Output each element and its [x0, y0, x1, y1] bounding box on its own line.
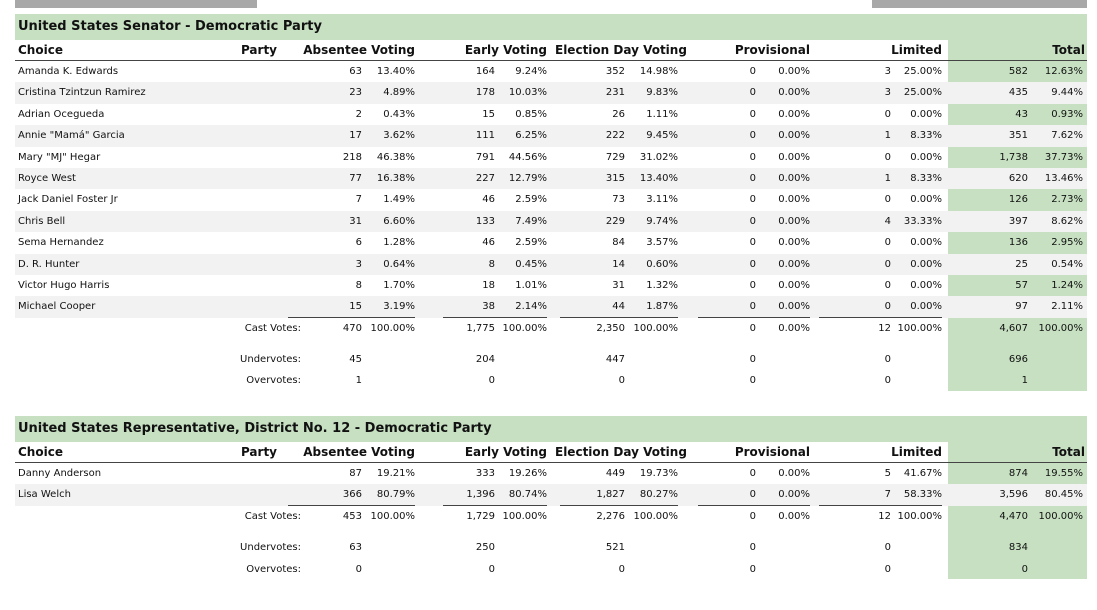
summary-value: 2,350: [596, 322, 625, 334]
candidate-name: Cristina Tzintzun Ramirez: [18, 87, 146, 99]
value-cell: 84: [612, 237, 625, 249]
summary-value: 100.00%: [370, 510, 415, 522]
value-cell: 0.00%: [778, 237, 810, 249]
value-cell: 7: [355, 194, 362, 206]
value-cell: 41.67%: [903, 468, 942, 479]
value-cell: 3.11%: [646, 194, 678, 206]
value-cell: 1: [884, 172, 891, 184]
summary-value: 0: [884, 542, 891, 554]
value-cell: 2: [355, 108, 362, 120]
value-cell: 6.60%: [383, 215, 415, 227]
table-row: [15, 189, 1087, 210]
value-cell: 58.33%: [903, 489, 942, 501]
summary-value: 0.00%: [778, 510, 810, 522]
summary-label: Undervotes:: [240, 354, 301, 366]
value-cell: 1.24%: [1051, 279, 1083, 291]
value-cell: 582: [1008, 66, 1028, 77]
value-cell: 38: [482, 301, 495, 313]
race-title: United States Representative, District No. 12 - Democratic Party: [15, 416, 1087, 442]
summary-label: Undervotes:: [240, 542, 301, 554]
value-cell: 87: [349, 468, 362, 479]
col-header-absentee: Absentee Voting: [303, 43, 415, 57]
value-cell: 0: [749, 87, 756, 99]
summary-value: 63: [349, 542, 362, 554]
candidate-name: Victor Hugo Harris: [18, 279, 110, 291]
value-cell: 0.60%: [646, 258, 678, 270]
value-cell: 9.83%: [646, 87, 678, 99]
summary-value: 0: [749, 542, 756, 554]
summary-value: 0: [618, 563, 625, 575]
summary-value: 0: [749, 354, 756, 366]
value-cell: 0.00%: [910, 108, 942, 120]
value-cell: 231: [605, 87, 625, 99]
column-header-row: [15, 40, 1087, 61]
value-cell: 0.00%: [910, 194, 942, 206]
value-cell: 0: [749, 489, 756, 501]
value-cell: 33.33%: [903, 215, 942, 227]
summary-value: 0: [355, 563, 362, 575]
value-cell: 44.56%: [508, 151, 547, 163]
col-header-limited: Limited: [891, 43, 942, 57]
value-cell: 1.11%: [646, 108, 678, 120]
value-cell: 1.01%: [515, 279, 547, 291]
summary-value: 100.00%: [897, 322, 942, 334]
value-cell: 7.62%: [1051, 130, 1083, 142]
summary-row-under: [15, 349, 1087, 370]
value-cell: 46.38%: [376, 151, 415, 163]
value-cell: 0.00%: [778, 108, 810, 120]
value-cell: 874: [1008, 468, 1028, 479]
col-header-provisional: Provisional: [734, 445, 810, 459]
value-cell: 0: [749, 130, 756, 142]
value-cell: 0.00%: [910, 301, 942, 313]
value-cell: 0.00%: [778, 301, 810, 313]
summary-row-over: [15, 559, 1087, 580]
candidate-name: Adrian Ocegueda: [18, 108, 105, 120]
candidate-name: Royce West: [18, 172, 76, 184]
top-scroll-bar-right: [872, 0, 1087, 8]
summary-value: 0: [749, 563, 756, 575]
value-cell: 3: [884, 87, 891, 99]
value-cell: 0.93%: [1051, 108, 1083, 120]
value-cell: 620: [1008, 172, 1028, 184]
value-cell: 3.19%: [383, 301, 415, 313]
summary-value: 447: [605, 354, 625, 366]
value-cell: 7.49%: [515, 215, 547, 227]
summary-value: 12: [878, 510, 891, 522]
value-cell: 9.74%: [646, 215, 678, 227]
value-cell: 80.74%: [508, 489, 547, 501]
value-cell: 15: [482, 108, 495, 120]
value-cell: 8: [355, 279, 362, 291]
value-cell: 19.73%: [639, 468, 678, 479]
value-cell: 6.25%: [515, 130, 547, 142]
value-cell: 0.00%: [778, 66, 810, 77]
col-header-total: Total: [1052, 43, 1085, 57]
value-cell: 0: [749, 237, 756, 249]
value-cell: 229: [605, 215, 625, 227]
value-cell: 0.00%: [778, 215, 810, 227]
candidate-name: Amanda K. Edwards: [18, 66, 119, 77]
table-row: [15, 125, 1087, 146]
table-row: [15, 232, 1087, 253]
value-cell: 9.44%: [1051, 87, 1083, 99]
value-cell: 1,738: [999, 151, 1028, 163]
col-header-provisional: Provisional: [734, 43, 810, 57]
value-cell: 18: [482, 279, 495, 291]
value-cell: 31: [612, 279, 625, 291]
value-cell: 222: [605, 130, 625, 142]
value-cell: 0: [884, 151, 891, 163]
summary-row-under: [15, 537, 1087, 558]
value-cell: 0: [749, 151, 756, 163]
col-header-early: Early Voting: [464, 445, 547, 459]
table-row: [15, 61, 1087, 82]
value-cell: 164: [475, 66, 495, 77]
summary-value: 1: [355, 375, 362, 387]
value-cell: 19.26%: [508, 468, 547, 479]
summary-value: 204: [475, 354, 495, 366]
summary-value: 100.00%: [1038, 322, 1083, 334]
value-cell: 26: [612, 108, 625, 120]
summary-value: 1,729: [466, 510, 495, 522]
value-cell: 25.00%: [903, 87, 942, 99]
value-cell: 7: [884, 489, 891, 501]
value-cell: 13.46%: [1044, 172, 1083, 184]
value-cell: 0.54%: [1051, 258, 1083, 270]
summary-value: 0: [488, 375, 495, 387]
value-cell: 2.14%: [515, 301, 547, 313]
summary-value: 4,470: [999, 510, 1028, 522]
value-cell: 351: [1008, 130, 1028, 142]
value-cell: 0: [749, 301, 756, 313]
summary-value: 696: [1008, 354, 1028, 366]
col-header-early: Early Voting: [464, 43, 547, 57]
value-cell: 0.00%: [778, 87, 810, 99]
value-cell: 0: [749, 258, 756, 270]
value-cell: 0: [749, 215, 756, 227]
value-cell: 0.85%: [515, 108, 547, 120]
value-cell: 23: [349, 87, 362, 99]
value-cell: 2.59%: [515, 237, 547, 249]
col-header-choice: Choice: [18, 43, 63, 57]
value-cell: 0: [884, 108, 891, 120]
candidate-name: Lisa Welch: [18, 489, 71, 501]
race-body: [15, 442, 1087, 580]
summary-value: 100.00%: [897, 510, 942, 522]
value-cell: 16.38%: [376, 172, 415, 184]
value-cell: 8.62%: [1051, 215, 1083, 227]
summary-value: 100.00%: [502, 510, 547, 522]
value-cell: 43: [1015, 108, 1028, 120]
candidate-name: D. R. Hunter: [18, 258, 80, 270]
value-cell: 19.21%: [376, 468, 415, 479]
summary-value: 1,775: [466, 322, 495, 334]
table-row: [15, 275, 1087, 296]
table-row: [15, 254, 1087, 275]
value-cell: 1.32%: [646, 279, 678, 291]
summary-row-cast: [15, 506, 1087, 527]
col-header-election_day: Election Day Voting: [555, 445, 687, 459]
summary-value: 0: [488, 563, 495, 575]
value-cell: 1,827: [596, 489, 625, 501]
value-cell: 0: [749, 194, 756, 206]
value-cell: 0: [749, 108, 756, 120]
table-row: [15, 463, 1087, 484]
summary-label: Cast Votes:: [244, 322, 301, 334]
value-cell: 227: [475, 172, 495, 184]
value-cell: 19.55%: [1044, 468, 1083, 479]
top-scroll-bar-left: [15, 0, 257, 8]
summary-value: 4,607: [999, 322, 1028, 334]
value-cell: 0.00%: [778, 151, 810, 163]
value-cell: 46: [482, 194, 495, 206]
value-cell: 0: [884, 194, 891, 206]
value-cell: 397: [1008, 215, 1028, 227]
value-cell: 12.79%: [508, 172, 547, 184]
value-cell: 218: [342, 151, 362, 163]
summary-row-cast: [15, 318, 1087, 339]
summary-value: 100.00%: [633, 322, 678, 334]
value-cell: 2.73%: [1051, 194, 1083, 206]
value-cell: 17: [349, 130, 362, 142]
value-cell: 3: [884, 66, 891, 77]
value-cell: 0: [749, 66, 756, 77]
col-header-total: Total: [1052, 445, 1085, 459]
candidate-name: Jack Daniel Foster Jr: [18, 194, 118, 206]
candidate-name: Michael Cooper: [18, 301, 96, 313]
value-cell: 2.11%: [1051, 301, 1083, 313]
value-cell: 63: [349, 66, 362, 77]
value-cell: 46: [482, 237, 495, 249]
summary-value: 0.00%: [778, 322, 810, 334]
value-cell: 0: [749, 279, 756, 291]
summary-row-over: [15, 370, 1087, 391]
value-cell: 352: [605, 66, 625, 77]
value-cell: 333: [475, 468, 495, 479]
summary-value: 0: [749, 322, 756, 334]
value-cell: 8.33%: [910, 130, 942, 142]
value-cell: 37.73%: [1044, 151, 1083, 163]
value-cell: 1.28%: [383, 237, 415, 249]
summary-value: 0: [618, 375, 625, 387]
value-cell: 449: [605, 468, 625, 479]
candidate-name: Danny Anderson: [18, 468, 102, 479]
value-cell: 0.00%: [778, 279, 810, 291]
value-cell: 366: [342, 489, 362, 501]
value-cell: 2.95%: [1051, 237, 1083, 249]
candidate-name: Sema Hernandez: [18, 237, 104, 249]
value-cell: 44: [612, 301, 625, 313]
value-cell: 791: [475, 151, 495, 163]
summary-value: 250: [475, 542, 495, 554]
summary-value: 0: [1021, 563, 1028, 575]
value-cell: 8.33%: [910, 172, 942, 184]
summary-value: 0: [749, 375, 756, 387]
summary-label: Overvotes:: [246, 563, 301, 575]
summary-value: 470: [342, 322, 362, 334]
candidate-name: Chris Bell: [18, 215, 66, 227]
race-body: [15, 40, 1087, 392]
summary-value: 0: [884, 375, 891, 387]
value-cell: 0.64%: [383, 258, 415, 270]
value-cell: 1.87%: [646, 301, 678, 313]
table-row: [15, 168, 1087, 189]
value-cell: 80.45%: [1044, 489, 1083, 501]
value-cell: 15: [349, 301, 362, 313]
value-cell: 0.00%: [910, 237, 942, 249]
summary-label: Overvotes:: [246, 375, 301, 387]
value-cell: 0.00%: [910, 151, 942, 163]
value-cell: 315: [605, 172, 625, 184]
value-cell: 178: [475, 87, 495, 99]
value-cell: 0: [884, 301, 891, 313]
value-cell: 2.59%: [515, 194, 547, 206]
value-cell: 31: [349, 215, 362, 227]
value-cell: 14: [612, 258, 625, 270]
summary-value: 1: [1021, 375, 1028, 387]
value-cell: 133: [475, 215, 495, 227]
candidate-name: Mary "MJ" Hegar: [18, 151, 101, 163]
table-row: [15, 296, 1087, 317]
value-cell: 31.02%: [639, 151, 678, 163]
col-header-party: Party: [240, 43, 277, 57]
value-cell: 126: [1008, 194, 1028, 206]
value-cell: 0.43%: [383, 108, 415, 120]
value-cell: 97: [1015, 301, 1028, 313]
summary-value: 0: [884, 563, 891, 575]
value-cell: 1: [884, 130, 891, 142]
value-cell: 0.00%: [778, 172, 810, 184]
summary-label: Cast Votes:: [244, 510, 301, 522]
col-header-choice: Choice: [18, 445, 63, 459]
value-cell: 25: [1015, 258, 1028, 270]
value-cell: 57: [1015, 279, 1028, 291]
value-cell: 0.00%: [778, 130, 810, 142]
col-header-limited: Limited: [891, 445, 942, 459]
value-cell: 4: [884, 215, 891, 227]
value-cell: 0: [749, 468, 756, 479]
value-cell: 9.24%: [515, 66, 547, 77]
value-cell: 1,396: [466, 489, 495, 501]
value-cell: 4.89%: [383, 87, 415, 99]
summary-value: 521: [605, 542, 625, 554]
value-cell: 9.45%: [646, 130, 678, 142]
value-cell: 8: [488, 258, 495, 270]
value-cell: 5: [884, 468, 891, 479]
value-cell: 3,596: [999, 489, 1028, 501]
value-cell: 0.00%: [910, 258, 942, 270]
value-cell: 0: [884, 237, 891, 249]
value-cell: 0.00%: [778, 489, 810, 501]
value-cell: 3: [355, 258, 362, 270]
summary-value: 0: [749, 510, 756, 522]
value-cell: 10.03%: [508, 87, 547, 99]
summary-value: 453: [342, 510, 362, 522]
table-row: [15, 104, 1087, 125]
summary-value: 12: [878, 322, 891, 334]
value-cell: 80.27%: [639, 489, 678, 501]
table-row: [15, 147, 1087, 168]
table-row: [15, 211, 1087, 232]
value-cell: 0: [749, 172, 756, 184]
value-cell: 3.57%: [646, 237, 678, 249]
value-cell: 0.45%: [515, 258, 547, 270]
value-cell: 14.98%: [639, 66, 678, 77]
col-header-absentee: Absentee Voting: [303, 445, 415, 459]
table-row: [15, 484, 1087, 505]
value-cell: 13.40%: [639, 172, 678, 184]
value-cell: 13.40%: [376, 66, 415, 77]
value-cell: 0.00%: [778, 468, 810, 479]
value-cell: 0.00%: [778, 194, 810, 206]
value-cell: 12.63%: [1044, 66, 1083, 77]
value-cell: 111: [475, 130, 495, 142]
value-cell: 73: [612, 194, 625, 206]
summary-value: 100.00%: [502, 322, 547, 334]
value-cell: 0.00%: [910, 279, 942, 291]
summary-value: 45: [349, 354, 362, 366]
race-title: United States Senator - Democratic Party: [15, 14, 1087, 40]
value-cell: 1.70%: [383, 279, 415, 291]
value-cell: 3.62%: [383, 130, 415, 142]
summary-value: 100.00%: [370, 322, 415, 334]
race-section: [15, 14, 1087, 392]
value-cell: 0: [884, 258, 891, 270]
col-header-election_day: Election Day Voting: [555, 43, 687, 57]
summary-value: 100.00%: [633, 510, 678, 522]
value-cell: 0: [884, 279, 891, 291]
value-cell: 1.49%: [383, 194, 415, 206]
summary-value: 834: [1008, 542, 1028, 554]
value-cell: 25.00%: [903, 66, 942, 77]
value-cell: 435: [1008, 87, 1028, 99]
value-cell: 0.00%: [778, 258, 810, 270]
race-section: [15, 416, 1087, 580]
value-cell: 6: [355, 237, 362, 249]
value-cell: 77: [349, 172, 362, 184]
summary-value: 100.00%: [1038, 510, 1083, 522]
value-cell: 80.79%: [376, 489, 415, 501]
summary-value: 0: [884, 354, 891, 366]
candidate-name: Annie "Mamá" Garcia: [18, 130, 125, 142]
table-row: [15, 82, 1087, 103]
value-cell: 729: [605, 151, 625, 163]
summary-value: 2,276: [596, 510, 625, 522]
col-header-party: Party: [240, 445, 277, 459]
value-cell: 136: [1008, 237, 1028, 249]
column-header-row: [15, 442, 1087, 463]
